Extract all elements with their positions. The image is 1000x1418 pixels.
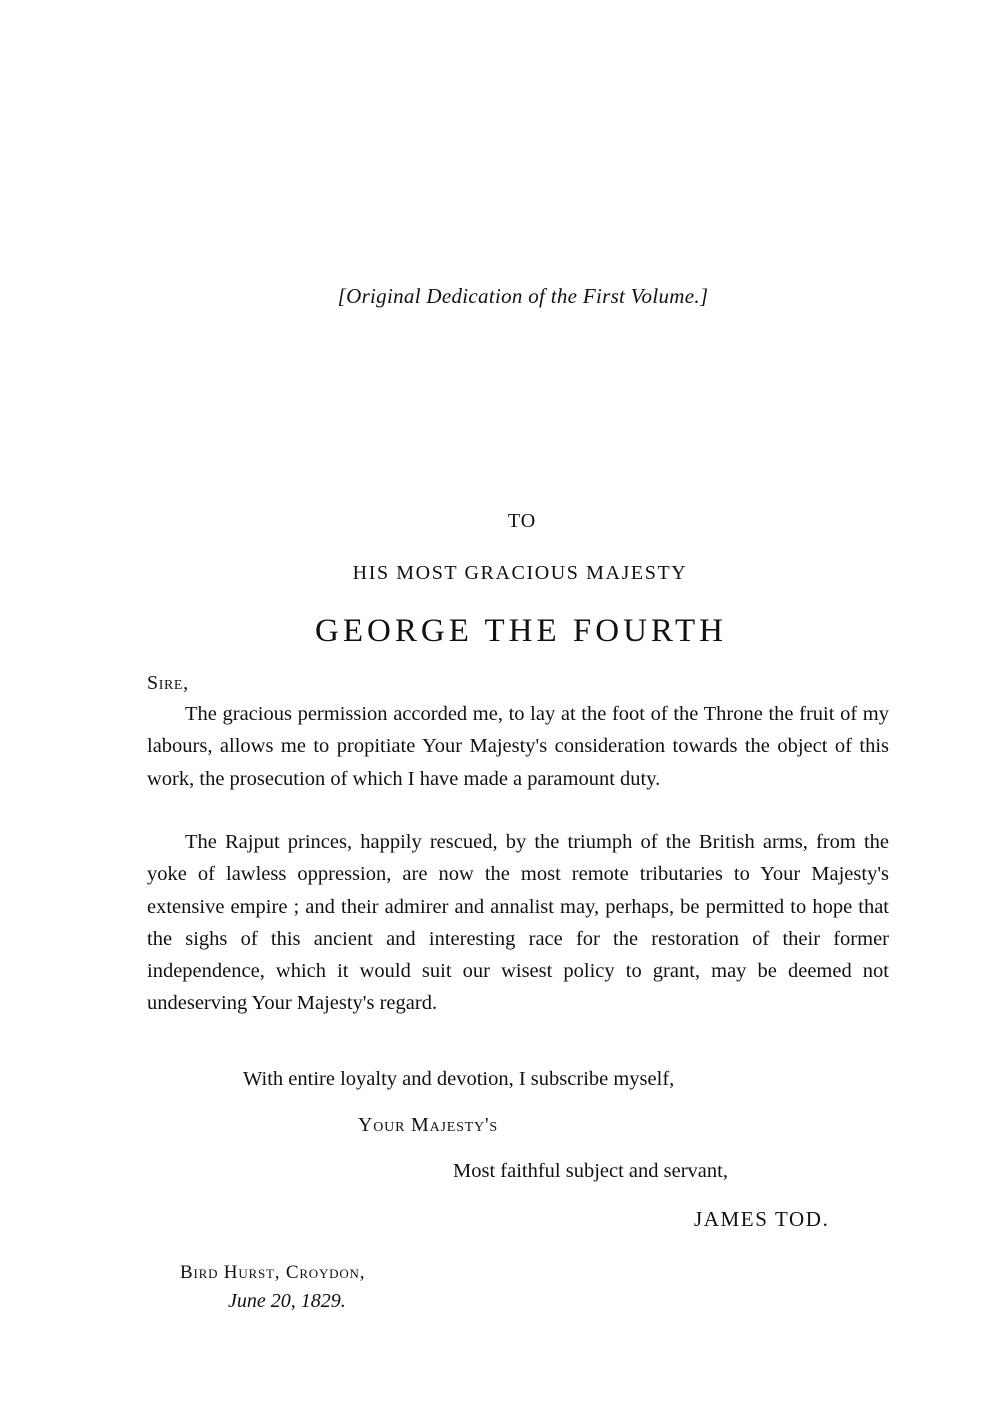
signature: JAMES TOD. bbox=[694, 1207, 830, 1231]
page-title: GEORGE THE FOURTH bbox=[315, 613, 727, 649]
salutation: Sire, bbox=[147, 672, 189, 694]
body-paragraph-2: The Rajput princes, happily rescued, by the triumph of the British arms, from the yoke of lawless oppression, are now the most remote tributaries to Your Majesty's extensive empire ; and their admirer and annalist may, perhaps, be permitted to hope that the sighs of this ancient and interesting race for the restoration of their former independence, which it would suit our wisest policy to grant, may be deemed not undeserving Your Majesty's regard. bbox=[147, 831, 889, 1015]
body-paragraph-1: The gracious permission accorded me, to lay at the foot of the Throne the fruit of my labours, allows me to propitiate Your Majesty's consideration towards the object of this work, the prosecution of which I have made a paramount duty. bbox=[147, 703, 889, 790]
date-line: June 20, 1829. bbox=[228, 1290, 346, 1312]
closing-line-3: Most faithful subject and servant, bbox=[453, 1160, 728, 1182]
dedication-heading-note: [Original Dedication of the First Volume.] bbox=[337, 284, 709, 308]
closing-line-1: With entire loyalty and devotion, I subscribe myself, bbox=[243, 1068, 675, 1090]
place-line: Bird Hurst, Croydon, bbox=[180, 1262, 366, 1283]
to-line: TO bbox=[507, 510, 537, 532]
closing-line-2: Your Majesty's bbox=[358, 1114, 498, 1136]
majesty-line: HIS MOST GRACIOUS MAJESTY bbox=[352, 562, 688, 584]
